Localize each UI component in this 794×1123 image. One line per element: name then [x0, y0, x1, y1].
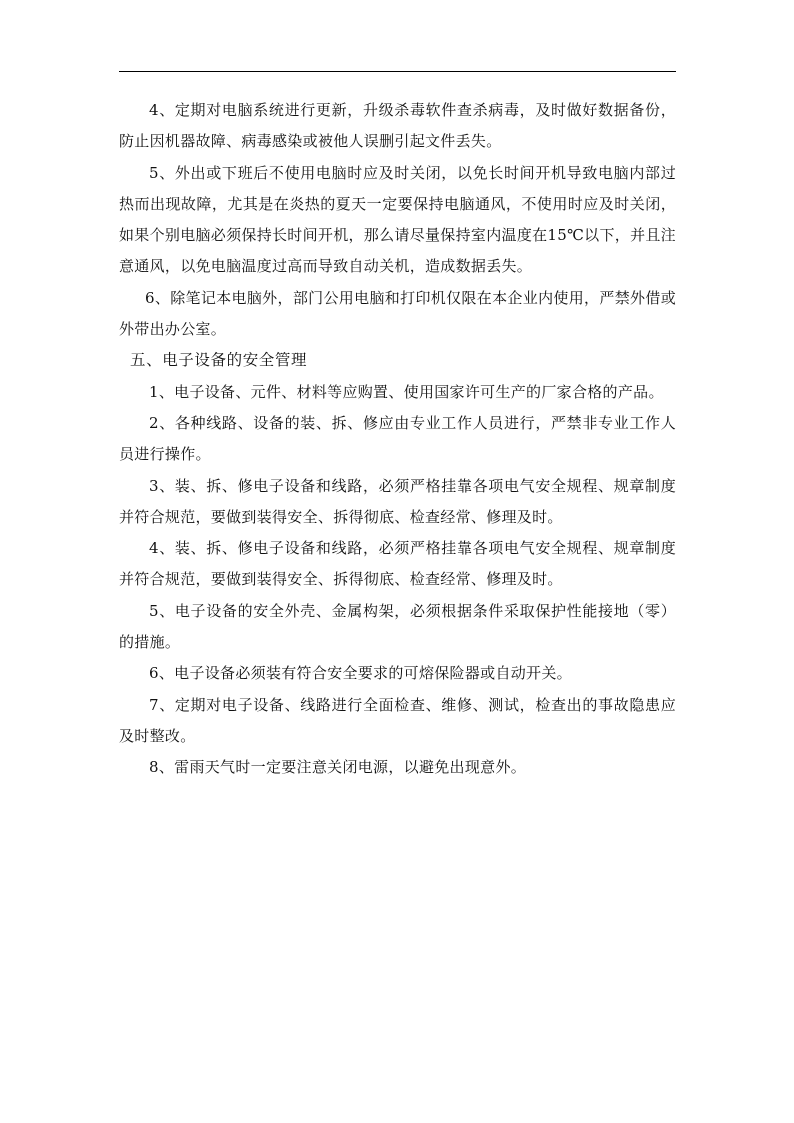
document-body	[119, 95, 676, 784]
paragraph-item-6: 6、电子设备必须装有符合安全要求的可熔保险器或自动开关。	[149, 664, 572, 683]
section-heading: 五、电子设备的安全管理	[130, 351, 308, 370]
paragraph-item-2: 2、各种线路、设备的装、拆、修应由专业工作人员进行，严禁非专业工作人员进行操作。	[119, 413, 676, 464]
paragraph-computer-update: 4、定期对电脑系统进行更新，升级杀毒软件查杀病毒，及时做好数据备份，防止因机器故障、病毒感染或被他人误删引起文件丢失。	[119, 101, 676, 151]
paragraph-item-3: 3、装、拆、修电子设备和线路，必须严格挂靠各项电气安全规程、规章制度并符合规范，要做到装得安全、拆得彻底、检查经常、修理及时。	[119, 476, 676, 526]
paragraph-item-1: 1、电子设备、元件、材料等应购置、使用国家许可生产的厂家合格的产品。	[149, 382, 664, 401]
paragraph-item-4: 4、装、拆、修电子设备和线路，必须严格挂靠各项电气安全规程、规章制度并符合规范，要做到装得安全、拆得彻底、检查经常、修理及时。	[119, 539, 676, 589]
paragraph-item-8: 8、雷雨天气时一定要注意关闭电源，以避免出现意外。	[149, 758, 527, 777]
paragraph-item-5: 5、电子设备的安全外壳、金属构架，必须根据条件采取保护性能接地（零）的措施。	[119, 601, 676, 652]
paragraph-computer-shutdown: 5、外出或下班后不使用电脑时应及时关闭，以免长时间开机导致电脑内部过热而出现故障，尤其是在炎热的夏天一定要保持电脑通风，不使用时应及时关闭，如果个别电脑必须保持长时间开机，那么请尽量保持室内温度在15℃以下，并且注意通风，以免电脑温度过高而导致自动关机，造成数据丢失。	[119, 163, 676, 276]
paragraph-item-7: 7、定期对电子设备、线路进行全面检查、维修、测试，检查出的事故隐患应及时整改。	[119, 695, 676, 745]
header-rule	[119, 71, 676, 72]
paragraph-computer-lending: 6、除笔记本电脑外，部门公用电脑和打印机仅限在本企业内使用，严禁外借或外带出办公室。	[119, 288, 676, 339]
